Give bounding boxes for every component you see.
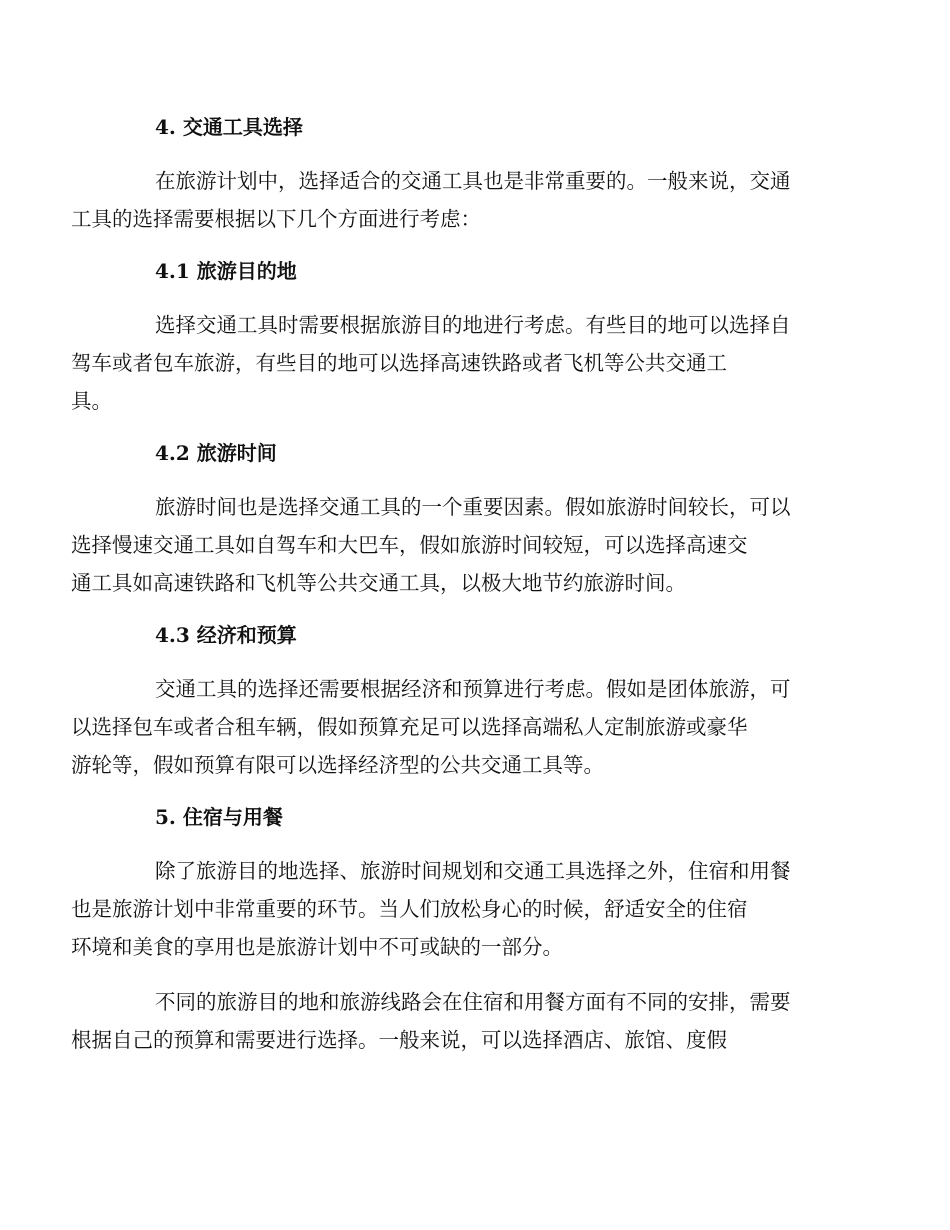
text-line: 通工具如高速铁路和飞机等公共交通工具，以极大地节约旅游时间。 [71,571,686,595]
paragraph [71,488,832,602]
section-heading-4-1: 4.1 旅游目的地 [155,259,297,283]
text-line: 驾车或者包车旅游，有些目的地可以选择高速铁路或者飞机等公共交通工 [71,351,727,375]
paragraph [71,983,832,1059]
paragraph [71,852,832,966]
text-line: 除了旅游目的地选择、旅游时间规划和交通工具选择之外，住宿和用餐 [155,859,791,883]
text-line: 选择交通工具时需要根据旅游目的地进行考虑。有些目的地可以选择自 [155,313,791,337]
paragraph [71,306,832,420]
text-line: 工具的选择需要根据以下几个方面进行考虑： [71,207,481,231]
section-heading-5: 5. 住宿与用餐 [155,805,283,829]
text-line: 旅游时间也是选择交通工具的一个重要因素。假如旅游时间较长，可以 [155,495,791,519]
paragraph [71,162,832,238]
text-line: 不同的旅游目的地和旅游线路会在住宿和用餐方面有不同的安排，需要 [155,990,791,1014]
text-line: 环境和美食的享用也是旅游计划中不可或缺的一部分。 [71,935,563,959]
text-line: 也是旅游计划中非常重要的环节。当人们放松身心的时候，舒适安全的住宿 [71,897,748,921]
text-line: 以选择包车或者合租车辆，假如预算充足可以选择高端私人定制旅游或豪华 [71,715,748,739]
section-heading-4-3: 4.3 经济和预算 [155,623,297,647]
text-line: 根据自己的预算和需要进行选择。一般来说，可以选择酒店、旅馆、度假 [71,1028,727,1052]
text-line: 游轮等，假如预算有限可以选择经济型的公共交通工具等。 [71,753,604,777]
text-line: 在旅游计划中，选择适合的交通工具也是非常重要的。一般来说，交通 [155,169,791,193]
section-heading-4: 4. 交通工具选择 [155,115,303,139]
text-line: 具。 [71,389,112,413]
paragraph [71,670,832,784]
text-line: 交通工具的选择还需要根据经济和预算进行考虑。假如是团体旅游，可 [155,677,791,701]
section-heading-4-2: 4.2 旅游时间 [155,441,277,465]
text-line: 选择慢速交通工具如自驾车和大巴车，假如旅游时间较短，可以选择高速交 [71,533,748,557]
